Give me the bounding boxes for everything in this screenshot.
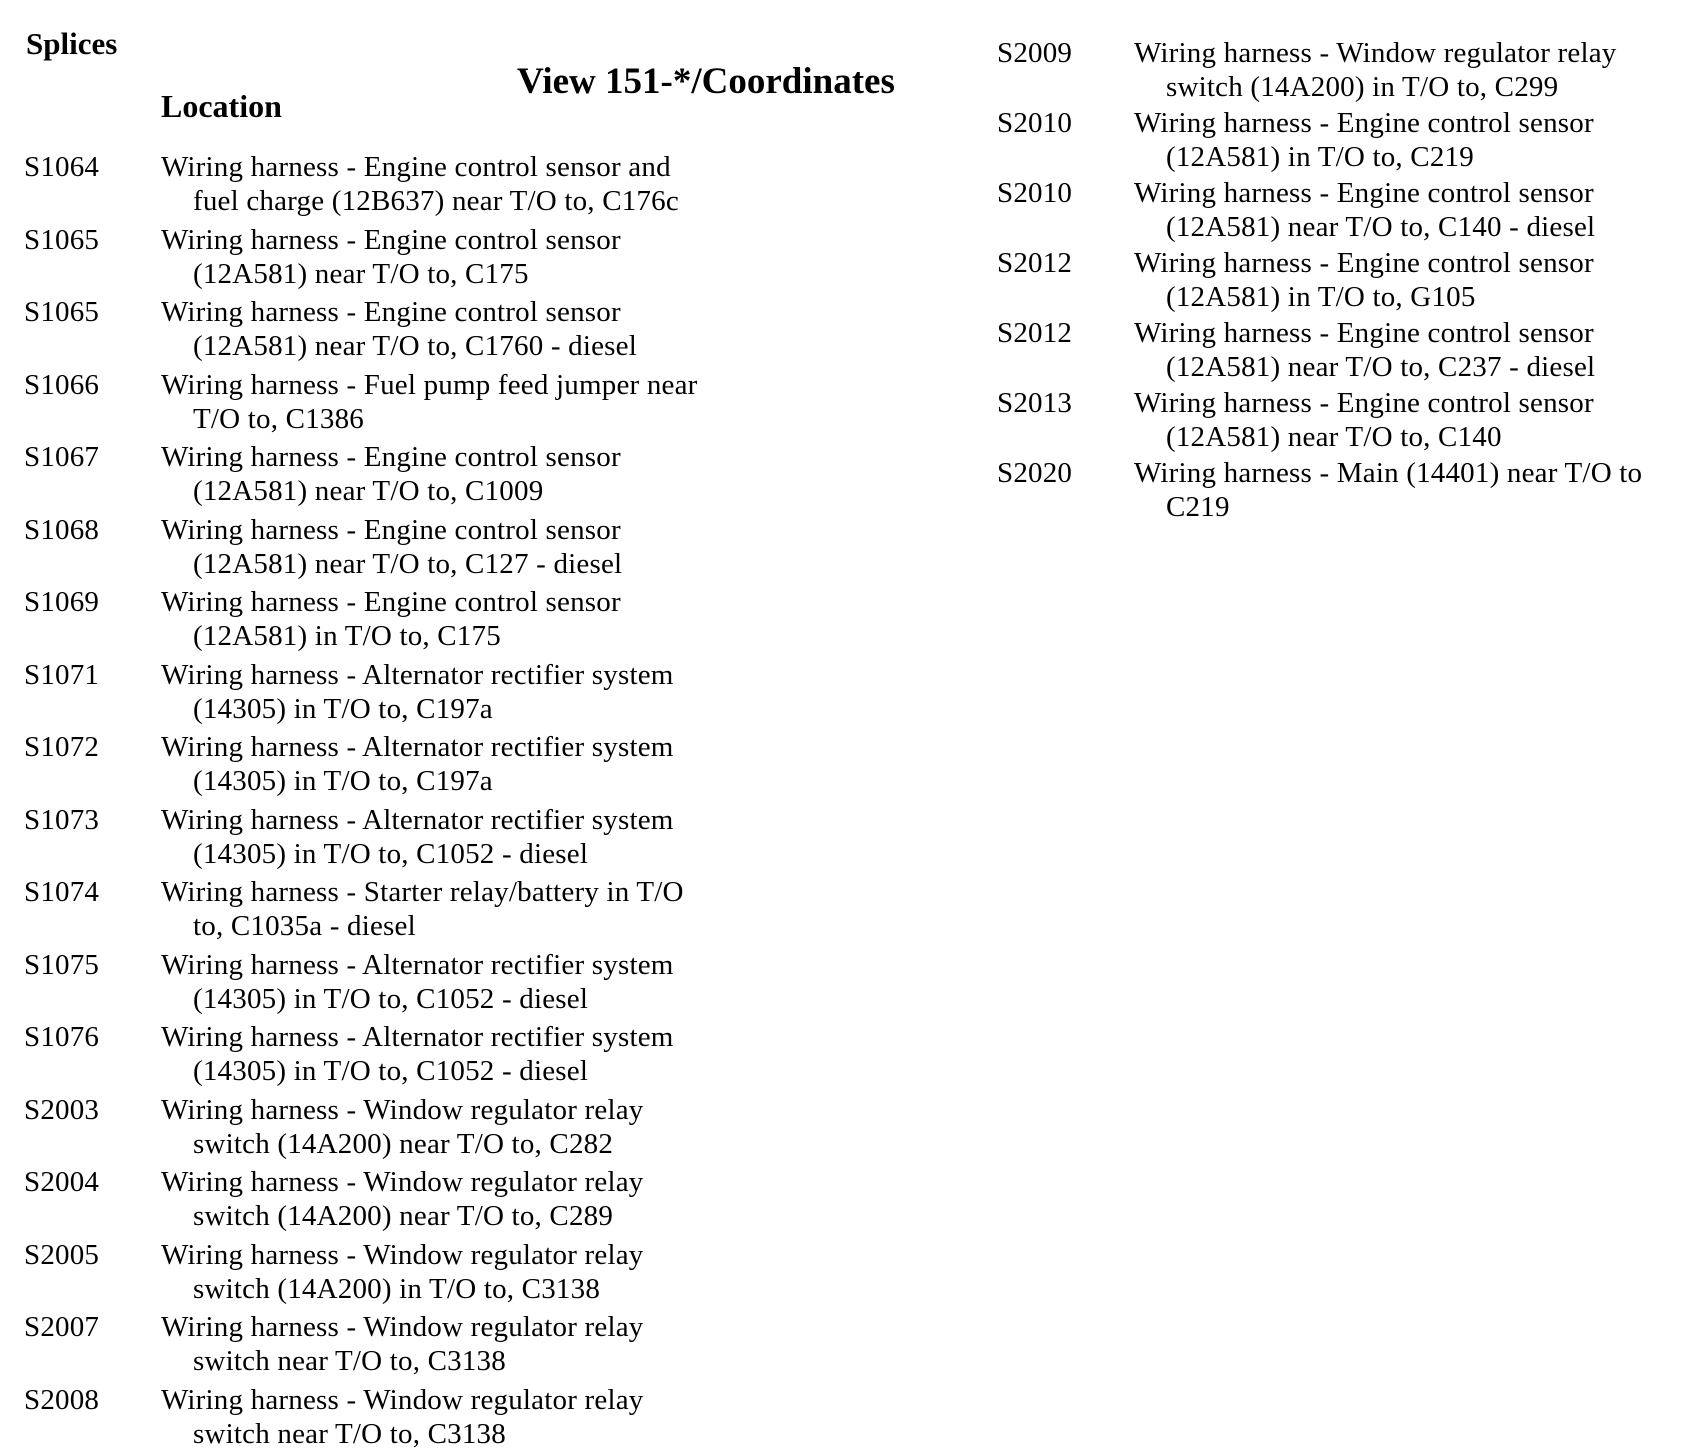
splice-location	[161, 368, 781, 436]
splice-entry	[24, 658, 814, 731]
location-line-2: switch (14A200) in T/O to, C299	[1166, 71, 1559, 103]
location-line-2: switch near T/O to, C3138	[193, 1417, 506, 1450]
splice-location	[161, 875, 781, 943]
location-line-1: Wiring harness - Alternator rectifier system	[161, 1021, 674, 1053]
location-line-2: (14305) in T/O to, C1052 - diesel	[193, 837, 589, 870]
location-line-1: Wiring harness - Starter relay/battery in T/O	[161, 876, 684, 908]
splice-id: S2004	[24, 1166, 100, 1198]
splices-heading: Splices	[26, 26, 118, 61]
splice-location	[161, 1093, 781, 1161]
view-coordinates-heading: View 151-*/Coordinates	[517, 61, 895, 102]
splice-location	[161, 150, 781, 218]
location-heading: Location	[161, 88, 282, 124]
splice-location	[161, 1310, 781, 1378]
location-line-1: Wiring harness - Window regulator relay	[161, 1238, 644, 1271]
location-line-1: Wiring harness - Engine control sensor	[161, 223, 621, 256]
splice-entry	[24, 1165, 814, 1238]
splice-id: S2007	[24, 1311, 100, 1343]
splice-id: S2010	[997, 107, 1073, 139]
splice-id: S1068	[24, 513, 100, 546]
splice-location	[1134, 386, 1689, 454]
splice-id: S1067	[24, 441, 100, 473]
location-line-1: Wiring harness - Window regulator relay	[161, 1166, 644, 1198]
location-line-2: (12A581) near T/O to, C237 - diesel	[1166, 351, 1596, 383]
splice-entry	[24, 295, 814, 368]
location-line-2: (12A581) near T/O to, C1009	[193, 475, 544, 507]
splice-entry	[24, 1093, 814, 1166]
location-line-2: (12A581) near T/O to, C140 - diesel	[1166, 211, 1596, 243]
splice-entry	[24, 948, 814, 1021]
splice-location	[161, 1238, 781, 1306]
splice-entry	[24, 1383, 814, 1456]
splice-location	[161, 658, 781, 726]
splice-location	[1134, 176, 1689, 244]
splice-entry	[997, 386, 1687, 456]
location-line-1: Wiring harness - Fuel pump feed jumper near	[161, 368, 698, 401]
location-line-2: (12A581) in T/O to, G105	[1166, 281, 1476, 313]
splice-location	[1134, 456, 1689, 524]
location-line-1: Wiring harness - Engine control sensor	[161, 296, 621, 328]
location-line-2: (12A581) near T/O to, C140	[1166, 421, 1502, 453]
location-line-1: Wiring harness - Engine control sensor and	[161, 151, 671, 183]
splice-location	[1134, 106, 1689, 174]
location-line-2: (14305) in T/O to, C1052 - diesel	[193, 982, 589, 1015]
location-line-1: Wiring harness - Window regulator relay	[161, 1383, 644, 1416]
splice-location	[161, 295, 781, 363]
location-line-2: (14305) in T/O to, C1052 - diesel	[193, 1055, 589, 1087]
splice-location	[161, 440, 781, 508]
splice-entry	[24, 803, 814, 876]
location-line-2: (12A581) near T/O to, C127 - diesel	[193, 547, 623, 580]
location-line-2: (14305) in T/O to, C197a	[193, 765, 493, 797]
splice-entry	[24, 585, 814, 658]
location-line-2: T/O to, C1386	[193, 402, 364, 435]
splice-location	[1134, 246, 1689, 314]
location-line-1: Wiring harness - Alternator rectifier system	[161, 948, 674, 981]
splice-entry	[24, 1238, 814, 1311]
splice-id: S1065	[24, 296, 100, 328]
splice-id: S1069	[24, 586, 100, 618]
splice-location	[161, 223, 781, 291]
splice-location	[161, 730, 781, 798]
location-line-1: Wiring harness - Engine control sensor	[1134, 387, 1594, 419]
splice-id: S1072	[24, 731, 100, 763]
splice-id: S2009	[997, 37, 1073, 69]
splice-entry	[997, 456, 1687, 526]
splice-entry	[24, 368, 814, 441]
location-line-2: (12A581) near T/O to, C175	[193, 257, 529, 290]
splice-entry	[997, 106, 1687, 176]
location-line-2: to, C1035a - diesel	[193, 910, 416, 942]
left-splice-column	[24, 150, 814, 1455]
splice-entry	[24, 513, 814, 586]
location-line-2: switch (14A200) in T/O to, C3138	[193, 1272, 601, 1305]
splice-entry	[24, 150, 814, 223]
splice-entry	[24, 440, 814, 513]
location-line-1: Wiring harness - Engine control sensor	[161, 513, 621, 546]
location-line-2: switch (14A200) near T/O to, C282	[193, 1127, 614, 1160]
location-line-1: Wiring harness - Engine control sensor	[1134, 177, 1594, 209]
location-line-2: switch (14A200) near T/O to, C289	[193, 1200, 614, 1232]
location-line-1: Wiring harness - Alternator rectifier system	[161, 731, 674, 763]
location-line-1: Wiring harness - Engine control sensor	[1134, 107, 1594, 139]
location-line-2: switch near T/O to, C3138	[193, 1345, 506, 1377]
location-line-1: Wiring harness - Engine control sensor	[161, 586, 621, 618]
location-line-1: Wiring harness - Alternator rectifier system	[161, 803, 674, 836]
location-line-1: Wiring harness - Engine control sensor	[1134, 317, 1594, 349]
location-line-2: (12A581) near T/O to, C1760 - diesel	[193, 330, 637, 362]
splice-id: S1073	[24, 803, 100, 836]
splice-location	[161, 1165, 781, 1233]
splice-id: S2020	[997, 457, 1073, 489]
splice-location	[1134, 36, 1689, 104]
location-line-2: (12A581) in T/O to, C175	[193, 620, 501, 652]
location-line-1: Wiring harness - Window regulator relay	[1134, 37, 1617, 69]
location-line-2: fuel charge (12B637) near T/O to, C176c	[193, 185, 679, 217]
location-line-1: Wiring harness - Engine control sensor	[1134, 247, 1594, 279]
splice-id: S1074	[24, 876, 100, 908]
splice-id: S1071	[24, 658, 100, 691]
splice-location	[161, 513, 781, 581]
splice-entry	[997, 246, 1687, 316]
splice-entry	[24, 1020, 814, 1093]
location-line-2: C219	[1166, 491, 1230, 523]
splice-location	[161, 1020, 781, 1088]
splice-entry	[24, 1310, 814, 1383]
splice-entry	[997, 316, 1687, 386]
splice-id: S1064	[24, 151, 100, 183]
splice-entry	[997, 176, 1687, 246]
location-line-1: Wiring harness - Window regulator relay	[161, 1093, 644, 1126]
splice-location	[161, 803, 781, 871]
location-line-1: Wiring harness - Engine control sensor	[161, 441, 621, 473]
splice-id: S2012	[997, 317, 1073, 349]
location-line-1: Wiring harness - Main (14401) near T/O to	[1134, 457, 1643, 489]
splice-entry	[24, 875, 814, 948]
splice-id: S2005	[24, 1238, 100, 1271]
splice-id: S1065	[24, 223, 100, 256]
splice-location	[161, 948, 781, 1016]
splice-id: S1076	[24, 1021, 100, 1053]
splice-location	[161, 1383, 781, 1451]
splice-id: S1066	[24, 368, 100, 401]
splice-location	[161, 585, 781, 653]
splice-id: S2010	[997, 177, 1073, 209]
splice-id: S1075	[24, 948, 100, 981]
location-line-2: (12A581) in T/O to, C219	[1166, 141, 1474, 173]
location-line-1: Wiring harness - Window regulator relay	[161, 1311, 644, 1343]
splice-id: S2013	[997, 387, 1073, 419]
right-splice-column	[997, 36, 1687, 526]
splice-entry	[24, 730, 814, 803]
splice-entry	[24, 223, 814, 296]
splice-id: S2012	[997, 247, 1073, 279]
splice-id: S2008	[24, 1383, 100, 1416]
splice-entry	[997, 36, 1687, 106]
splice-id: S2003	[24, 1093, 100, 1126]
location-line-1: Wiring harness - Alternator rectifier system	[161, 658, 674, 691]
location-line-2: (14305) in T/O to, C197a	[193, 692, 493, 725]
splice-location	[1134, 316, 1689, 384]
